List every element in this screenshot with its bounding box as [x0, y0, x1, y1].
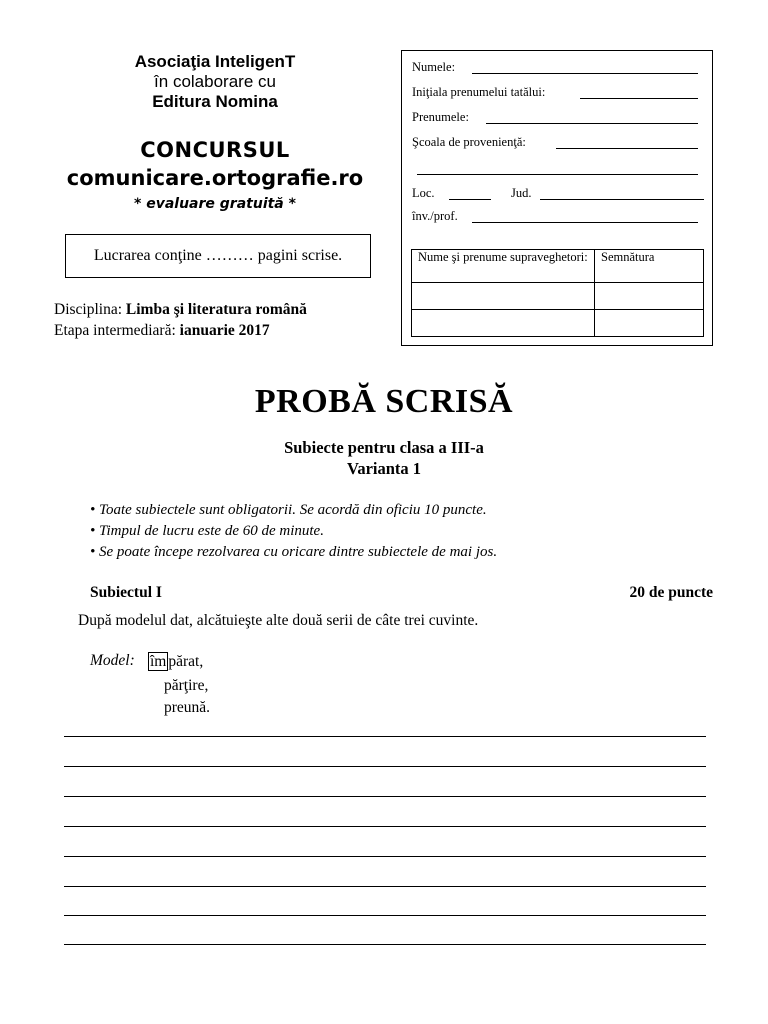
- collaboration-text: în colaborare cu: [154, 72, 276, 91]
- answer-line[interactable]: [64, 886, 706, 887]
- model-word-1-rest: părat,: [168, 653, 204, 670]
- answer-line[interactable]: [64, 736, 706, 737]
- discipline-info: [54, 299, 307, 341]
- school-field-line2[interactable]: [417, 174, 698, 175]
- stage-value: ianuarie 2017: [179, 322, 270, 339]
- father-initial-field[interactable]: [580, 98, 698, 99]
- supervisor-name-cell[interactable]: [412, 310, 595, 337]
- supervisor-name-cell[interactable]: [412, 283, 595, 310]
- name-field[interactable]: [472, 73, 698, 74]
- grade-subtitle: Subiecte pentru clasa a III-a: [284, 438, 484, 457]
- discipline-label: Disciplina:: [54, 301, 126, 318]
- model-label: Model:: [90, 652, 135, 669]
- organizer-name: Asociaţia InteligenT: [134, 52, 296, 71]
- contest-website: comunicare.ortografie.ro: [66, 166, 364, 190]
- supervisors-table: [411, 249, 704, 337]
- contest-block: [60, 136, 370, 216]
- pages-count-box: Lucrarea conţine ……… pagini scrise.: [65, 234, 371, 278]
- rule-item: • Se poate începe rezolvarea cu oricare dintre subiectele de mai jos.: [90, 544, 498, 560]
- answer-line[interactable]: [64, 766, 706, 767]
- answer-line[interactable]: [64, 944, 706, 945]
- locality-field[interactable]: [449, 199, 491, 200]
- exam-title: PROBĂ SCRISĂ: [254, 383, 514, 420]
- supervisor-signature-cell[interactable]: [595, 283, 704, 310]
- school-label: Şcoala de provenienţă:: [412, 135, 526, 149]
- teacher-field[interactable]: [472, 222, 698, 223]
- model-word-3: preună.: [164, 699, 211, 716]
- father-initial-label: Iniţiala prenumelui tatălui:: [412, 85, 546, 99]
- model-word-1: [148, 652, 203, 672]
- answer-line[interactable]: [64, 856, 706, 857]
- name-label: Numele:: [412, 60, 456, 74]
- discipline-value: Limba şi literatura română: [125, 301, 307, 318]
- subject-instruction: După modelul dat, alcătuieşte alte două serii de câte trei cuvinte.: [78, 612, 479, 629]
- county-field[interactable]: [540, 199, 704, 200]
- signature-column-header: Semnătura: [595, 250, 704, 283]
- school-field[interactable]: [556, 148, 698, 149]
- first-name-field[interactable]: [486, 123, 698, 124]
- answer-line[interactable]: [64, 826, 706, 827]
- rule-item: • Toate subiectele sunt obligatorii. Se acordă din oficiu 10 puncte.: [90, 502, 487, 518]
- variant-subtitle: Varianta 1: [346, 459, 422, 478]
- model-prefix-box: îm: [150, 653, 167, 670]
- model-word-2: părţire,: [164, 677, 209, 694]
- subject-points: 20 de puncte: [629, 584, 713, 601]
- publisher-name: Editura Nomina: [152, 92, 278, 111]
- exam-subtitle: [0, 437, 768, 479]
- rule-item: • Timpul de lucru este de 60 de minute.: [90, 523, 324, 539]
- supervisor-column-header: Nume şi prenume supraveghetori:: [412, 250, 595, 283]
- answer-line[interactable]: [64, 796, 706, 797]
- teacher-label: înv./prof.: [412, 209, 458, 223]
- first-name-label: Prenumele:: [412, 110, 469, 124]
- supervisor-signature-cell[interactable]: [595, 310, 704, 337]
- county-label: Jud.: [511, 186, 532, 200]
- contest-title: CONCURSUL: [140, 138, 290, 162]
- subject-heading: Subiectul I: [90, 584, 162, 601]
- answer-line[interactable]: [64, 915, 706, 916]
- student-info-form: [401, 50, 713, 346]
- contest-tagline: * evaluare gratuită *: [134, 196, 296, 212]
- stage-label: Etapa intermediară:: [54, 322, 180, 339]
- organizer-block: [60, 52, 370, 112]
- exam-rules: [90, 500, 497, 563]
- locality-label: Loc.: [412, 186, 435, 200]
